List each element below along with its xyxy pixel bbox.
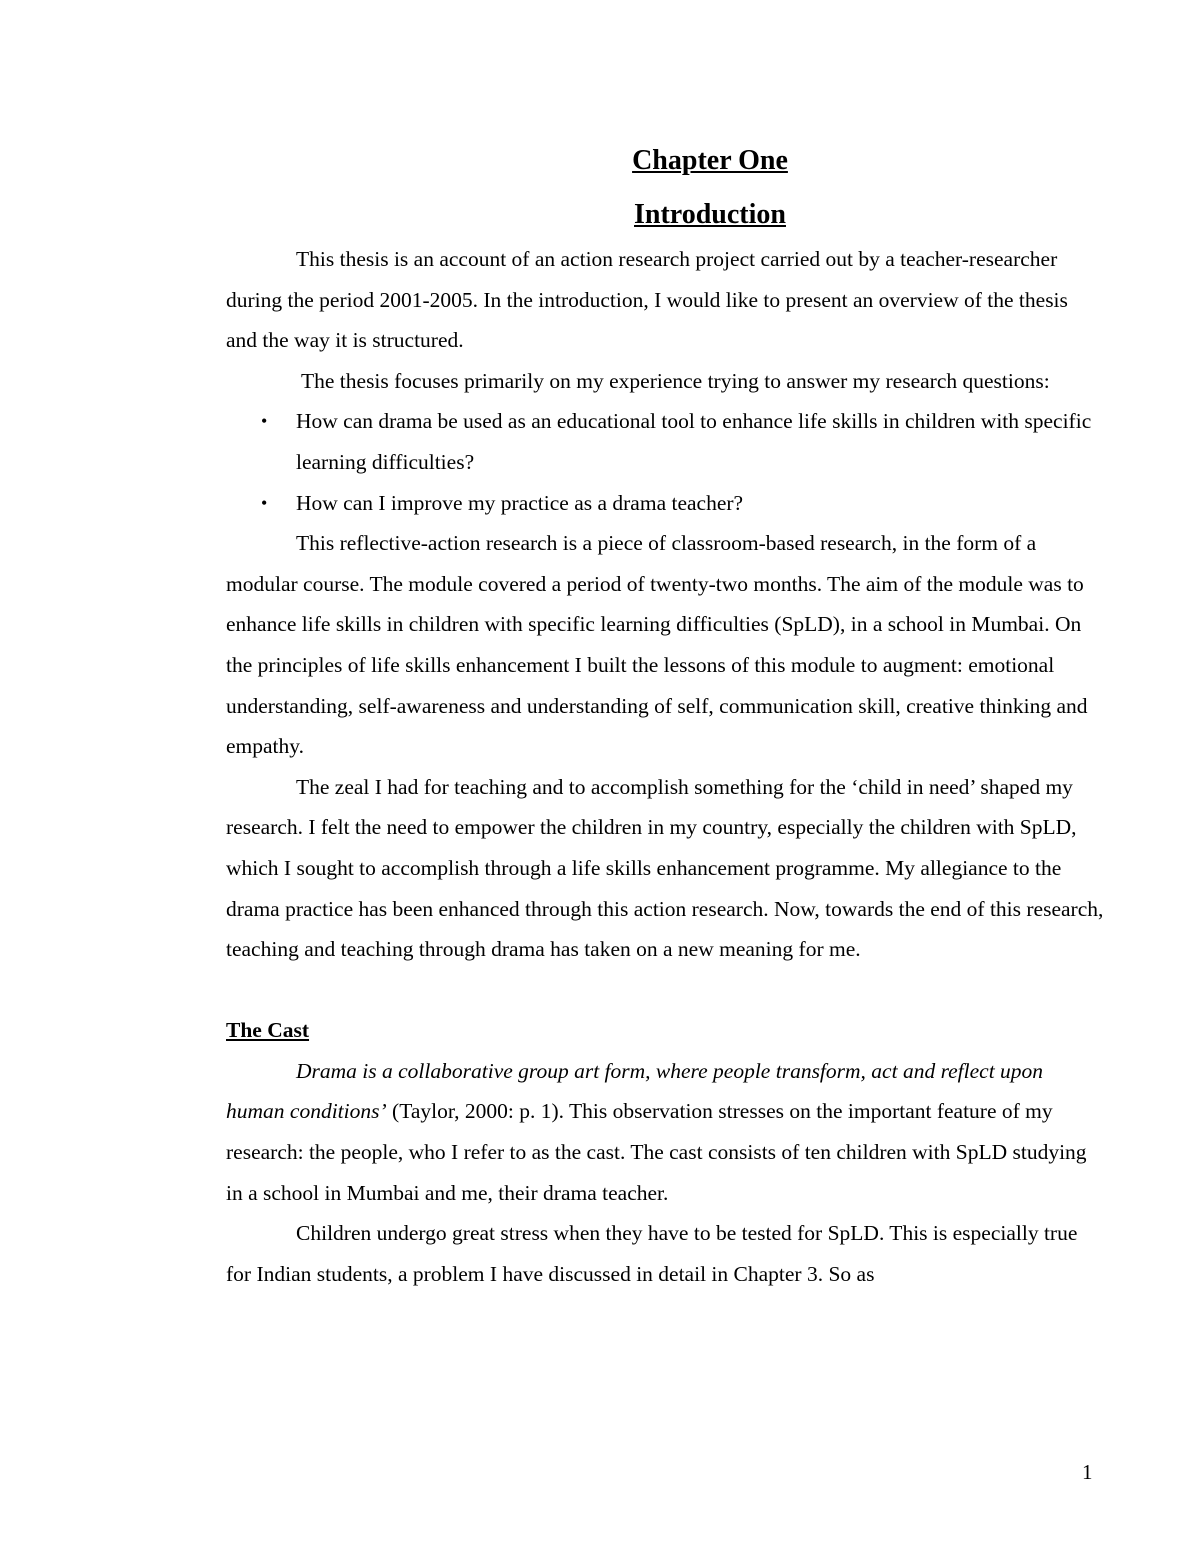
cast-paragraph-1 bbox=[226, 1051, 1104, 1213]
cast-paragraph-1-rest: (Taylor, 2000: p. 1). This observation stresses on the important feature of my research: the people, who I refer to as the cast. The cast consists of ten children with SpLD studying in a school in Mumbai and me, their drama teacher. bbox=[226, 1099, 1087, 1205]
body-text bbox=[226, 141, 1104, 1294]
research-question-1: How can drama be used as an educational tool to enhance life skills in children with specific learning difficulties? bbox=[296, 409, 1092, 474]
cast-quote: Drama is a collaborative group art form, where people transform, act and reflect upon human conditions’ bbox=[226, 1058, 1044, 1124]
list-item bbox=[226, 401, 1104, 482]
intro-paragraph-3: This reflective-action research is a piece of classroom-based research, in the form of a modular course. The module covered a period of twenty-two months. The aim of the module was to enhance life skills in children with specific learning difficulties (SpLD), in a school in Mumbai. On the principles of life skills enhancement I built the lessons of this module to augment: emotional understanding, self-awareness and understanding of self, communication skill, creative thinking and empathy. bbox=[226, 531, 1088, 759]
intro-paragraph-2: The thesis focuses primarily on my experience trying to answer my research questions: bbox=[301, 368, 1050, 393]
intro-paragraph-1: This thesis is an account of an action research project carried out by a teacher-researcher during the period 2001-2005. In the introduction, I would like to present an overview of the thesis and the way it is structured. bbox=[226, 247, 1068, 353]
research-questions-list bbox=[226, 401, 1104, 523]
intro-paragraph-4: The zeal I had for teaching and to accomplish something for the ‘child in need’ shaped my research. I felt the need to empower the children in my country, especially the children with SpLD, which I sought to accomplish through a life skills enhancement programme. My allegiance to the drama practice has been enhanced through this action research. Now, towards the end of this research, teaching and teaching through drama has taken on a new meaning for me. bbox=[226, 774, 1104, 962]
bullet-icon: • bbox=[261, 411, 268, 432]
bullet-icon: • bbox=[261, 492, 268, 513]
cast-heading: The Cast bbox=[226, 1018, 310, 1043]
chapter-title: Chapter One bbox=[632, 145, 788, 176]
research-question-2: How can I improve my practice as a drama teacher? bbox=[296, 490, 744, 515]
introduction-heading: Introduction bbox=[634, 199, 786, 230]
page-number: 1 bbox=[1082, 1460, 1093, 1484]
cast-paragraph-2: Children undergo great stress when they have to be tested for SpLD. This is especially true for Indian students, a problem I have discussed in detail in Chapter 3. So as bbox=[226, 1221, 1078, 1286]
list-item bbox=[226, 483, 1104, 524]
